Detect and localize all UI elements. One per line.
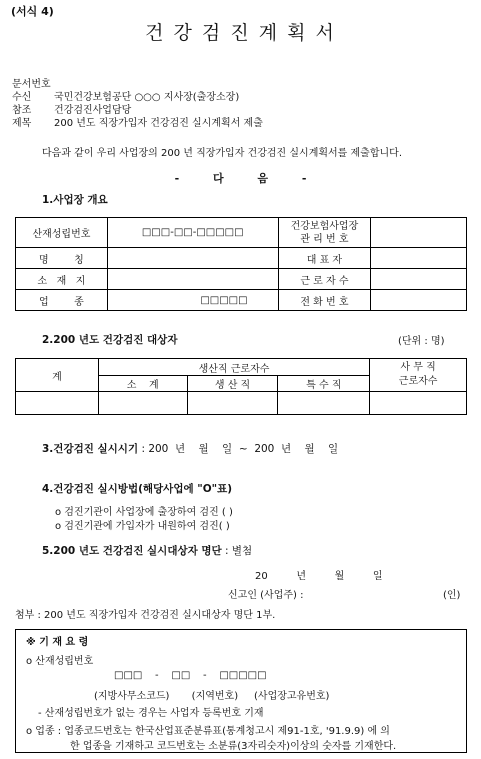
da-eum-heading: - 다 음 - — [174, 172, 307, 185]
note-item-2: - 산재성립번호가 없는 경우는 사업자 등록번호 기재 — [38, 708, 264, 719]
cell-label: 건강보험사업장 관 리 번 호 — [278, 218, 371, 248]
intro-text: 다음과 같이 우리 사업장의 200 년 직장가입자 건강검진 실시계획서를 제출합니다. — [42, 148, 402, 159]
page-title: 건 강 검 진 계 획 서 — [145, 22, 336, 44]
instructions-title: ※ 기 재 요 령 — [26, 637, 89, 648]
attachment-note: 첨부 : 200 년도 직장가입자 건강검진 실시대상자 명단 1부. — [15, 610, 276, 621]
cell-value: □□□□□ — [107, 290, 278, 311]
seal-mark: (인) — [443, 590, 461, 601]
unit-label: (단위 : 명) — [398, 336, 445, 347]
cell-value: □□□-□□-□□□□□ — [107, 218, 278, 248]
note-item-1: o 산재성립번호 — [26, 656, 94, 667]
doc-no: 문서번호 — [12, 79, 51, 90]
cell-value — [107, 269, 278, 290]
header-subtotal: 소 계 — [98, 376, 187, 392]
cell-label: 명 칭 — [16, 248, 108, 269]
cell-value — [371, 248, 467, 269]
cell-label: 전 화 번 호 — [278, 290, 371, 311]
cell-value — [371, 290, 467, 311]
business-overview-table — [15, 217, 467, 311]
section2-title: 2.200 년도 건강검진 대상자 — [42, 334, 178, 346]
section1-title: 1.사업장 개요 — [42, 194, 108, 206]
cell-value — [371, 218, 467, 248]
section4-title: 4.건강검진 실시방법(해당사업에 "O"표) — [42, 483, 233, 495]
cell-label: 근 로 자 수 — [278, 269, 371, 290]
form-number: (서식 4) — [11, 5, 54, 18]
header-production: 생산직 근로자수 — [98, 359, 369, 376]
date-line: 20 년 월 일 — [255, 571, 383, 582]
cell-value — [107, 248, 278, 269]
cell-value — [371, 269, 467, 290]
section3: 3.건강검진 실시시기 : 200 년 월 일 ~ 200 년 월 일 — [42, 443, 339, 455]
reporter-label: 신고인 (사업주) : — [228, 590, 304, 601]
value-production-job — [187, 392, 278, 415]
instructions-box — [15, 629, 467, 753]
cell-label: 대 표 자 — [278, 248, 371, 269]
subject: 제목 200 년도 직장가입자 건강검진 실시계획서 제출 — [12, 118, 263, 129]
header-total: 계 — [16, 359, 99, 392]
target-count-table — [15, 358, 467, 415]
note-item-3: o 업종 : 업종코드번호는 한국산업표준분류표(통계청고시 제91-1호, '91.9.9) 에 의 — [26, 726, 390, 737]
code-boxes: □□□ - □□ - □□□□□ — [114, 670, 267, 681]
method-option-2: o 검진기관에 가입자가 내원하여 검진( ) — [55, 521, 230, 532]
header-production-job: 생 산 직 — [187, 376, 278, 392]
value-office — [370, 392, 467, 415]
header-office: 사 무 직 근로자수 — [370, 359, 467, 392]
cell-label: 산재성립번호 — [16, 218, 108, 248]
method-option-1: o 검진기관이 사업장에 출장하여 검진 ( ) — [55, 507, 233, 518]
cell-label: 업 종 — [16, 290, 108, 311]
note-item-3-cont: 한 업종을 기재하고 코드번호는 소분류(3자리숫자)이상의 숫자를 기재한다. — [70, 741, 397, 752]
value-special-job — [278, 392, 370, 415]
code-labels: (지방사무소코드) (지역번호) (사업장고유번호) — [94, 691, 330, 702]
value-subtotal — [98, 392, 187, 415]
cell-label: 소 재 지 — [16, 269, 108, 290]
recipient: 수신 국민건강보험공단 ○○○ 지사장(출장소장) — [12, 92, 240, 103]
value-total — [16, 392, 99, 415]
reference: 참조 건강검진사업담당 — [12, 105, 132, 116]
header-special-job: 특 수 직 — [278, 376, 370, 392]
section5: 5.200 년도 건강검진 실시대상자 명단 : 별첨 — [42, 545, 253, 557]
